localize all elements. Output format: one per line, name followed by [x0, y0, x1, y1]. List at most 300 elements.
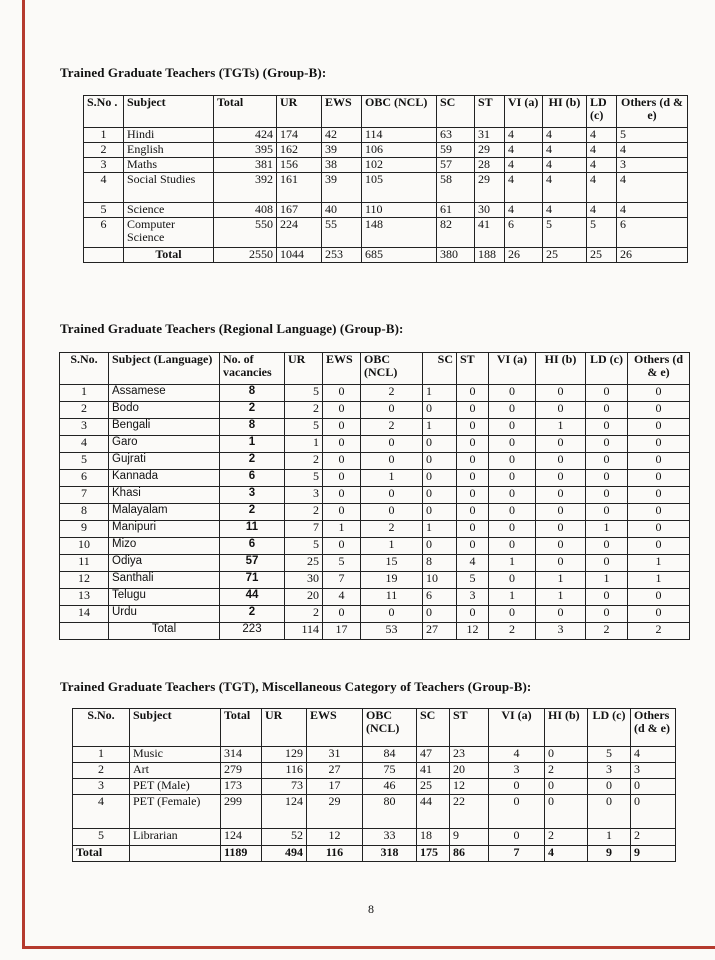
table-row: [84, 128, 688, 143]
cell-st: 0: [457, 521, 489, 538]
cell-sno: 3: [73, 779, 130, 795]
cell-subject: English: [124, 143, 214, 158]
cell-ur: 2: [285, 402, 323, 419]
cell-ur: 224: [277, 218, 322, 248]
cell-vi: 0: [489, 385, 536, 402]
cell-vac: 8: [220, 419, 285, 436]
cell-obc: 46: [363, 779, 417, 795]
cell-hi: 1: [536, 419, 586, 436]
cell-ews: 27: [307, 763, 363, 779]
cell-hi: 0: [536, 453, 586, 470]
cell-obc: 1: [361, 470, 423, 487]
cell-st: 41: [475, 218, 505, 248]
page-border-bottom: [22, 946, 715, 949]
cell-vac: 2: [220, 606, 285, 623]
table-row: [60, 487, 690, 504]
cell-ur: 156: [277, 158, 322, 173]
cell-st: 22: [450, 795, 489, 829]
total-label: Total: [73, 846, 130, 862]
cell-st: 0: [457, 504, 489, 521]
cell-obc: 2: [361, 385, 423, 402]
total-st: 12: [457, 623, 489, 640]
cell-ld: 4: [587, 143, 617, 158]
table-row: [84, 203, 688, 218]
table-row: [60, 589, 690, 606]
cell-st: 0: [457, 606, 489, 623]
cell-obc: 15: [361, 555, 423, 572]
cell-hi: 2: [545, 829, 588, 846]
cell-total: 279: [221, 763, 262, 779]
cell-obc: 2: [361, 521, 423, 538]
cell-ur: 124: [262, 795, 307, 829]
cell-sno: 5: [84, 203, 124, 218]
total-label: Total: [124, 248, 214, 263]
tgt-col-total: Total: [214, 96, 277, 128]
tgt-col-subject: Subject: [124, 96, 214, 128]
cell-sno: 2: [73, 763, 130, 779]
cell-sno: 5: [60, 453, 109, 470]
cell-obc: 0: [361, 436, 423, 453]
total-ur: 494: [262, 846, 307, 862]
cell-vi: 0: [489, 538, 536, 555]
cell-st: 3: [457, 589, 489, 606]
total-sc: 380: [437, 248, 475, 263]
cell-sno: 4: [84, 173, 124, 203]
cell-vac: 1: [220, 436, 285, 453]
cell-vi: 0: [489, 779, 545, 795]
regional-col-vacancies: No. of vacancies: [220, 353, 285, 385]
cell-ur: 5: [285, 538, 323, 555]
cell-sc: 0: [423, 436, 457, 453]
cell-obc: 0: [361, 504, 423, 521]
cell-subject: Librarian: [130, 829, 221, 846]
table-row: [73, 829, 676, 846]
cell-total: 381: [214, 158, 277, 173]
cell-others: 0: [628, 402, 690, 419]
regional-col-vi: VI (a): [489, 353, 536, 385]
cell-hi: 0: [545, 747, 588, 763]
cell-sc: 82: [437, 218, 475, 248]
cell-sc: 1: [423, 521, 457, 538]
cell-ews: 7: [323, 572, 361, 589]
cell-ur: 5: [285, 385, 323, 402]
cell-subject: Telugu: [109, 589, 220, 606]
cell-st: 12: [450, 779, 489, 795]
table-row: [60, 436, 690, 453]
tgt-col-obc: OBC (NCL): [362, 96, 437, 128]
cell-vi: 4: [505, 158, 543, 173]
misc-rows: [73, 747, 676, 862]
cell-ld: 1: [586, 572, 628, 589]
total-total: 1189: [221, 846, 262, 862]
cell-ld: 0: [588, 795, 631, 829]
cell-hi: 4: [543, 158, 587, 173]
tgt-col-hi: HI (b): [543, 96, 587, 128]
cell-st: 0: [457, 538, 489, 555]
cell-sc: 58: [437, 173, 475, 203]
cell-subject: Malayalam: [109, 504, 220, 521]
total-vi: 2: [489, 623, 536, 640]
cell-ur: 3: [285, 487, 323, 504]
cell-sc: 0: [423, 487, 457, 504]
cell-sc: 61: [437, 203, 475, 218]
cell-ews: 0: [323, 419, 361, 436]
cell-hi: 4: [543, 143, 587, 158]
cell-hi: 5: [543, 218, 587, 248]
cell-vi: 0: [489, 419, 536, 436]
cell-ld: 0: [586, 419, 628, 436]
cell-sc: 1: [423, 419, 457, 436]
page-number: 8: [368, 902, 374, 916]
cell-ews: 55: [322, 218, 362, 248]
misc-col-st: ST: [450, 709, 489, 747]
cell-obc: 11: [361, 589, 423, 606]
regional-heading: Trained Graduate Teachers (Regional Language) (Group-B):: [60, 321, 404, 336]
regional-col-obc: OBC (NCL): [361, 353, 423, 385]
cell-subject: Kannada: [109, 470, 220, 487]
cell-vi: 0: [489, 402, 536, 419]
table-row: [84, 158, 688, 173]
cell-ld: 0: [586, 453, 628, 470]
cell-st: 0: [457, 470, 489, 487]
cell-hi: 4: [543, 128, 587, 143]
cell-obc: 0: [361, 453, 423, 470]
cell-empty: [84, 248, 124, 263]
cell-ews: 5: [323, 555, 361, 572]
cell-sno: 9: [60, 521, 109, 538]
cell-hi: 0: [536, 521, 586, 538]
cell-obc: 148: [362, 218, 437, 248]
cell-hi: 2: [545, 763, 588, 779]
cell-obc: 105: [362, 173, 437, 203]
cell-subject: Mizo: [109, 538, 220, 555]
cell-st: 4: [457, 555, 489, 572]
total-obc: 685: [362, 248, 437, 263]
cell-ews: 0: [323, 504, 361, 521]
cell-others: 0: [628, 385, 690, 402]
cell-st: 0: [457, 402, 489, 419]
total-others: 9: [631, 846, 676, 862]
cell-vi: 4: [505, 203, 543, 218]
cell-subject: Garo: [109, 436, 220, 453]
cell-ur: 30: [285, 572, 323, 589]
cell-sc: 63: [437, 128, 475, 143]
cell-subject: Bodo: [109, 402, 220, 419]
cell-obc: 110: [362, 203, 437, 218]
cell-ld: 4: [587, 158, 617, 173]
page-border-left: [22, 0, 25, 948]
total-vac: 223: [220, 623, 285, 640]
cell-obc: 102: [362, 158, 437, 173]
table-row: [60, 402, 690, 419]
cell-ur: 52: [262, 829, 307, 846]
cell-hi: 0: [536, 436, 586, 453]
cell-ld: 4: [587, 203, 617, 218]
cell-sno: 3: [84, 158, 124, 173]
cell-vi: 3: [489, 763, 545, 779]
cell-ews: 29: [307, 795, 363, 829]
table-row: [84, 173, 688, 203]
tgt-col-ld: LD (c): [587, 96, 617, 128]
cell-obc: 0: [361, 606, 423, 623]
cell-vi: 0: [489, 470, 536, 487]
cell-ews: 42: [322, 128, 362, 143]
cell-total: 314: [221, 747, 262, 763]
cell-st: 30: [475, 203, 505, 218]
table-row: [60, 538, 690, 555]
regional-rows: [60, 385, 690, 640]
cell-obc: 0: [361, 487, 423, 504]
cell-ur: 174: [277, 128, 322, 143]
cell-ur: 5: [285, 419, 323, 436]
cell-hi: 4: [543, 203, 587, 218]
cell-st: 23: [450, 747, 489, 763]
cell-sno: 4: [73, 795, 130, 829]
cell-st: 9: [450, 829, 489, 846]
regional-col-st: ST: [457, 353, 489, 385]
total-ld: 2: [586, 623, 628, 640]
cell-sno: 13: [60, 589, 109, 606]
cell-ld: 5: [587, 218, 617, 248]
misc-col-sc: SC: [417, 709, 450, 747]
cell-sc: 0: [423, 453, 457, 470]
cell-obc: 75: [363, 763, 417, 779]
regional-col-ews: EWS: [323, 353, 361, 385]
total-ur: 1044: [277, 248, 322, 263]
misc-col-obc: OBC (NCL): [363, 709, 417, 747]
regional-table: [59, 352, 690, 640]
cell-vac: 6: [220, 538, 285, 555]
cell-ur: 2: [285, 606, 323, 623]
cell-subject: Santhali: [109, 572, 220, 589]
tgt-col-ews: EWS: [322, 96, 362, 128]
cell-sno: 1: [73, 747, 130, 763]
cell-ur: 116: [262, 763, 307, 779]
cell-obc: 114: [362, 128, 437, 143]
regional-col-subject: Subject (Language): [109, 353, 220, 385]
cell-obc: 2: [361, 419, 423, 436]
cell-ews: 0: [323, 402, 361, 419]
cell-hi: 0: [536, 487, 586, 504]
cell-sc: 0: [423, 470, 457, 487]
misc-col-vi: VI (a): [489, 709, 545, 747]
cell-sno: 2: [60, 402, 109, 419]
total-row: [73, 846, 676, 862]
cell-ld: 0: [586, 538, 628, 555]
total-st: 188: [475, 248, 505, 263]
cell-vi: 4: [505, 128, 543, 143]
total-total: 2550: [214, 248, 277, 263]
cell-vac: 57: [220, 555, 285, 572]
total-ld: 9: [588, 846, 631, 862]
misc-col-subject: Subject: [130, 709, 221, 747]
misc-col-ews: EWS: [307, 709, 363, 747]
cell-others: 0: [628, 521, 690, 538]
cell-ld: 0: [586, 589, 628, 606]
cell-ld: 0: [586, 436, 628, 453]
cell-ur: 2: [285, 504, 323, 521]
cell-sno: 14: [60, 606, 109, 623]
cell-ews: 1: [323, 521, 361, 538]
cell-st: 0: [457, 419, 489, 436]
cell-ews: 0: [323, 538, 361, 555]
cell-sc: 0: [423, 402, 457, 419]
cell-vac: 2: [220, 402, 285, 419]
total-label: Total: [109, 623, 220, 640]
table-row: [60, 453, 690, 470]
cell-st: 29: [475, 173, 505, 203]
cell-vi: 0: [489, 829, 545, 846]
table-row: [84, 143, 688, 158]
cell-sc: 6: [423, 589, 457, 606]
cell-others: 0: [628, 419, 690, 436]
total-sc: 27: [423, 623, 457, 640]
cell-obc: 84: [363, 747, 417, 763]
cell-total: 124: [221, 829, 262, 846]
cell-ews: 38: [322, 158, 362, 173]
regional-col-ld: LD (c): [586, 353, 628, 385]
cell-hi: 0: [536, 385, 586, 402]
cell-ur: 2: [285, 453, 323, 470]
cell-hi: 1: [536, 572, 586, 589]
cell-subject: Computer Science: [124, 218, 214, 248]
total-ews: 253: [322, 248, 362, 263]
cell-others: 5: [617, 128, 688, 143]
cell-ews: 0: [323, 487, 361, 504]
cell-subject: PET (Male): [130, 779, 221, 795]
table-row: [73, 779, 676, 795]
cell-ews: 0: [323, 436, 361, 453]
cell-sno: 10: [60, 538, 109, 555]
cell-others: 4: [617, 173, 688, 203]
table-row: [60, 419, 690, 436]
cell-ld: 0: [586, 402, 628, 419]
regional-col-ur: UR: [285, 353, 323, 385]
cell-sc: 8: [423, 555, 457, 572]
cell-sno: 5: [73, 829, 130, 846]
cell-ur: 20: [285, 589, 323, 606]
cell-sno: 1: [84, 128, 124, 143]
cell-ur: 162: [277, 143, 322, 158]
cell-vi: 0: [489, 504, 536, 521]
cell-ld: 4: [587, 128, 617, 143]
cell-hi: 0: [536, 504, 586, 521]
cell-subject: Khasi: [109, 487, 220, 504]
total-sc: 175: [417, 846, 450, 862]
table-row: [73, 795, 676, 829]
misc-heading: Trained Graduate Teachers (TGT), Miscellaneous Category of Teachers (Group-B):: [60, 679, 532, 694]
cell-vi: 0: [489, 521, 536, 538]
misc-table: [72, 708, 676, 862]
cell-obc: 106: [362, 143, 437, 158]
cell-ews: 17: [307, 779, 363, 795]
cell-sc: 44: [417, 795, 450, 829]
cell-st: 0: [457, 385, 489, 402]
cell-ur: 7: [285, 521, 323, 538]
cell-ews: 0: [323, 606, 361, 623]
misc-col-total: Total: [221, 709, 262, 747]
cell-vi: 1: [489, 555, 536, 572]
cell-ews: 40: [322, 203, 362, 218]
misc-col-others: Others (d & e): [631, 709, 676, 747]
cell-total: 299: [221, 795, 262, 829]
regional-col-hi: HI (b): [536, 353, 586, 385]
cell-hi: 0: [545, 795, 588, 829]
cell-sc: 18: [417, 829, 450, 846]
cell-hi: 1: [536, 589, 586, 606]
cell-sc: 47: [417, 747, 450, 763]
cell-ews: 4: [323, 589, 361, 606]
cell-hi: 0: [536, 402, 586, 419]
table-row: [73, 747, 676, 763]
tgt-col-ur: UR: [277, 96, 322, 128]
cell-others: 0: [628, 436, 690, 453]
regional-col-sno: S.No.: [60, 353, 109, 385]
misc-col-sno: S.No.: [73, 709, 130, 747]
cell-total: 408: [214, 203, 277, 218]
cell-st: 28: [475, 158, 505, 173]
cell-obc: 1: [361, 538, 423, 555]
total-hi: 4: [545, 846, 588, 862]
cell-obc: 80: [363, 795, 417, 829]
cell-vi: 0: [489, 606, 536, 623]
cell-vac: 6: [220, 470, 285, 487]
cell-subject: Manipuri: [109, 521, 220, 538]
cell-sc: 57: [437, 158, 475, 173]
cell-ur: 161: [277, 173, 322, 203]
cell-others: 1: [628, 555, 690, 572]
cell-st: 5: [457, 572, 489, 589]
misc-col-hi: HI (b): [545, 709, 588, 747]
cell-sc: 0: [423, 538, 457, 555]
cell-ld: 1: [588, 829, 631, 846]
cell-sno: 8: [60, 504, 109, 521]
cell-ld: 3: [588, 763, 631, 779]
cell-ld: 1: [586, 521, 628, 538]
cell-others: 0: [628, 589, 690, 606]
regional-col-others: Others (d & e): [628, 353, 690, 385]
cell-ur: 5: [285, 470, 323, 487]
cell-others: 0: [628, 504, 690, 521]
table-row: [60, 606, 690, 623]
total-ews: 116: [307, 846, 363, 862]
cell-ur: 129: [262, 747, 307, 763]
cell-others: 1: [628, 572, 690, 589]
misc-col-ld: LD (c): [588, 709, 631, 747]
cell-others: 4: [631, 747, 676, 763]
cell-ld: 0: [586, 504, 628, 521]
cell-sc: 41: [417, 763, 450, 779]
cell-subject: Hindi: [124, 128, 214, 143]
cell-subject: Assamese: [109, 385, 220, 402]
cell-hi: 0: [536, 470, 586, 487]
cell-vac: 8: [220, 385, 285, 402]
cell-ld: 5: [588, 747, 631, 763]
cell-subject: PET (Female): [130, 795, 221, 829]
cell-subject: Music: [130, 747, 221, 763]
cell-ld: 0: [586, 487, 628, 504]
cell-st: 31: [475, 128, 505, 143]
table-row: [60, 470, 690, 487]
total-row: [60, 623, 690, 640]
total-row: [84, 248, 688, 263]
cell-others: 4: [617, 203, 688, 218]
cell-sno: 3: [60, 419, 109, 436]
misc-col-ur: UR: [262, 709, 307, 747]
cell-subject: Social Studies: [124, 173, 214, 203]
cell-hi: 0: [536, 538, 586, 555]
regional-col-sc: SC: [423, 353, 457, 385]
